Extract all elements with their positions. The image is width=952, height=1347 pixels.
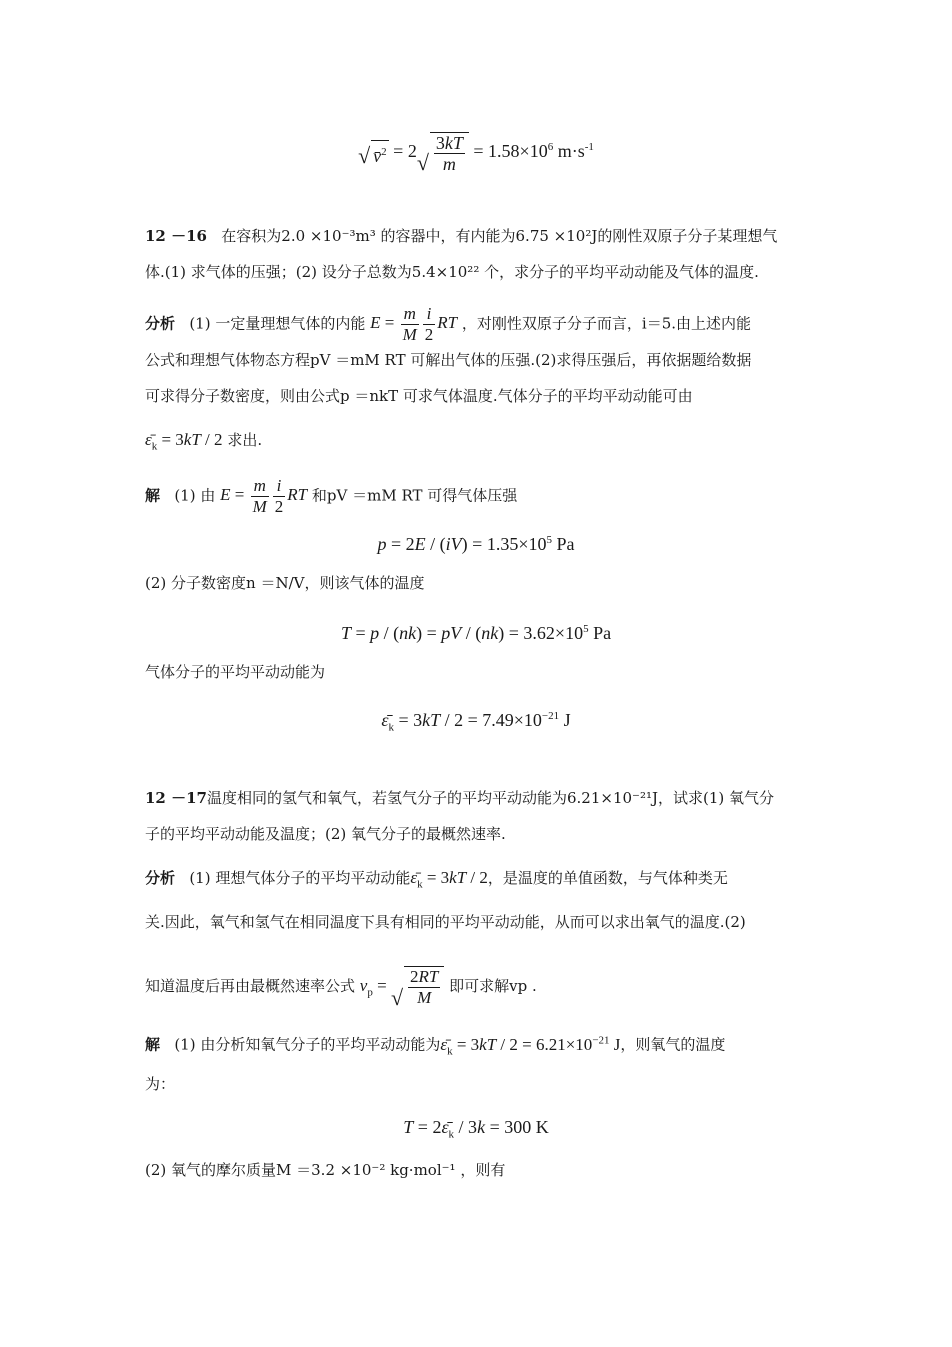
problem-17-analysis-line-2: 关.因此，氧气和氢气在相同温度下具有相同的平均平动动能，从而可以求出氧气的温度.(2)	[145, 913, 746, 931]
problem-17-number: 12 －17	[145, 789, 207, 807]
problem-17-analysis-line-1: 分析 (1) 理想气体分子的平均平动动能$\varepsilon̄_k = 3kT / 2$，是温度的单值函数，与气体种类无	[145, 868, 728, 891]
problem-16-analysis-line-2: 公式和理想气体物态方程pV ＝mM RT 可解出气体的压强.(2)求得压强后，再依据题给数据	[145, 351, 752, 369]
equation-pressure: $p = 2E / (iV) = 1.35\times 10^5$ Pa	[377, 534, 575, 554]
problem-16-statement-line-2: 体.(1) 求气体的压强；(2) 设分子总数为5.4×10²² 个，求分子的平均平动动能及气体的温度.	[145, 263, 759, 281]
problem-16-solution-line-1: 解 (1) 由 E = $\frac{m}{M}$ $\frac{i}{2}$ RT 和pV ＝mM RT 可得气体压强	[145, 476, 518, 516]
problem-17-statement-line-2: 子的平均平动动能及温度；(2) 氧气分子的最概然速率.	[145, 825, 506, 843]
problem-16-number: 12 －16	[145, 227, 207, 245]
problem-17-solution-line-3: (2) 氧气的摩尔质量M ＝3.2 ×10⁻² kg·mol⁻¹ ，则有	[145, 1161, 506, 1179]
problem-16-solution-line-3: 气体分子的平均平动动能为	[145, 663, 326, 681]
equation-temperature: T = p / (nk) = pV / $(nk) = 3.62\times 10^5$ Pa	[340, 623, 612, 643]
problem-17-statement-line-1: 12 －17温度相同的氢气和氧气，若氢气分子的平均平动动能为6.21×10⁻²¹J，试求(1) 氧气分	[145, 789, 775, 807]
problem-17-solution-line-1: 解 (1) 由分析知氧气分子的平均平动动能为$\varepsilon̄_k = 3kT / 2 = 6.21\times 10^{-21}$ J，则氧气的温度	[145, 1034, 726, 1058]
problem-17-solution-line-2: 为：	[145, 1075, 176, 1093]
problem-16-analysis-line-1: 分析 (1) 一定量理想气体的内能 E = $\frac{m}{M}$ $\frac{i}{2}$ RT ，对刚性双原子分子而言，i＝5.由上述内能	[145, 304, 752, 344]
equation-rms-speed: √ v̄$^2$ = 2√ $\frac{3kT}{m}$ = $1.58\times 10^6$ $m\cdot s^{-1}$	[358, 133, 594, 175]
equation-oxygen-temperature: $T = 2\varepsilon̄_k / 3k = 300$ K	[403, 1117, 549, 1141]
problem-16-analysis-line-3: 可求得分子数密度，则由公式p ＝nkT 可求气体温度.气体分子的平均平动动能可由	[145, 387, 693, 405]
problem-17-analysis-line-3: 知道温度后再由最概然速率公式 $v_p$ = √ $\frac{2RT}{M}$ 即可求解vp .	[145, 967, 537, 1010]
problem-16-solution-line-2: (2) 分子数密度n ＝N/V，则该气体的温度	[145, 574, 425, 592]
problem-16-statement-line-1: 12 －16 在容积为2.0 ×10⁻³m³ 的容器中，有内能为6.75 ×10²J的刚性双原子分子某理想气	[145, 227, 778, 245]
equation-kinetic-energy: $\varepsilon̄_k = 3kT / 2 = 7.49\times 10^{-21}$ J	[381, 710, 571, 734]
problem-16-analysis-line-4: $\varepsilon̄_k = 3kT / 2$ 求出.	[145, 430, 263, 453]
